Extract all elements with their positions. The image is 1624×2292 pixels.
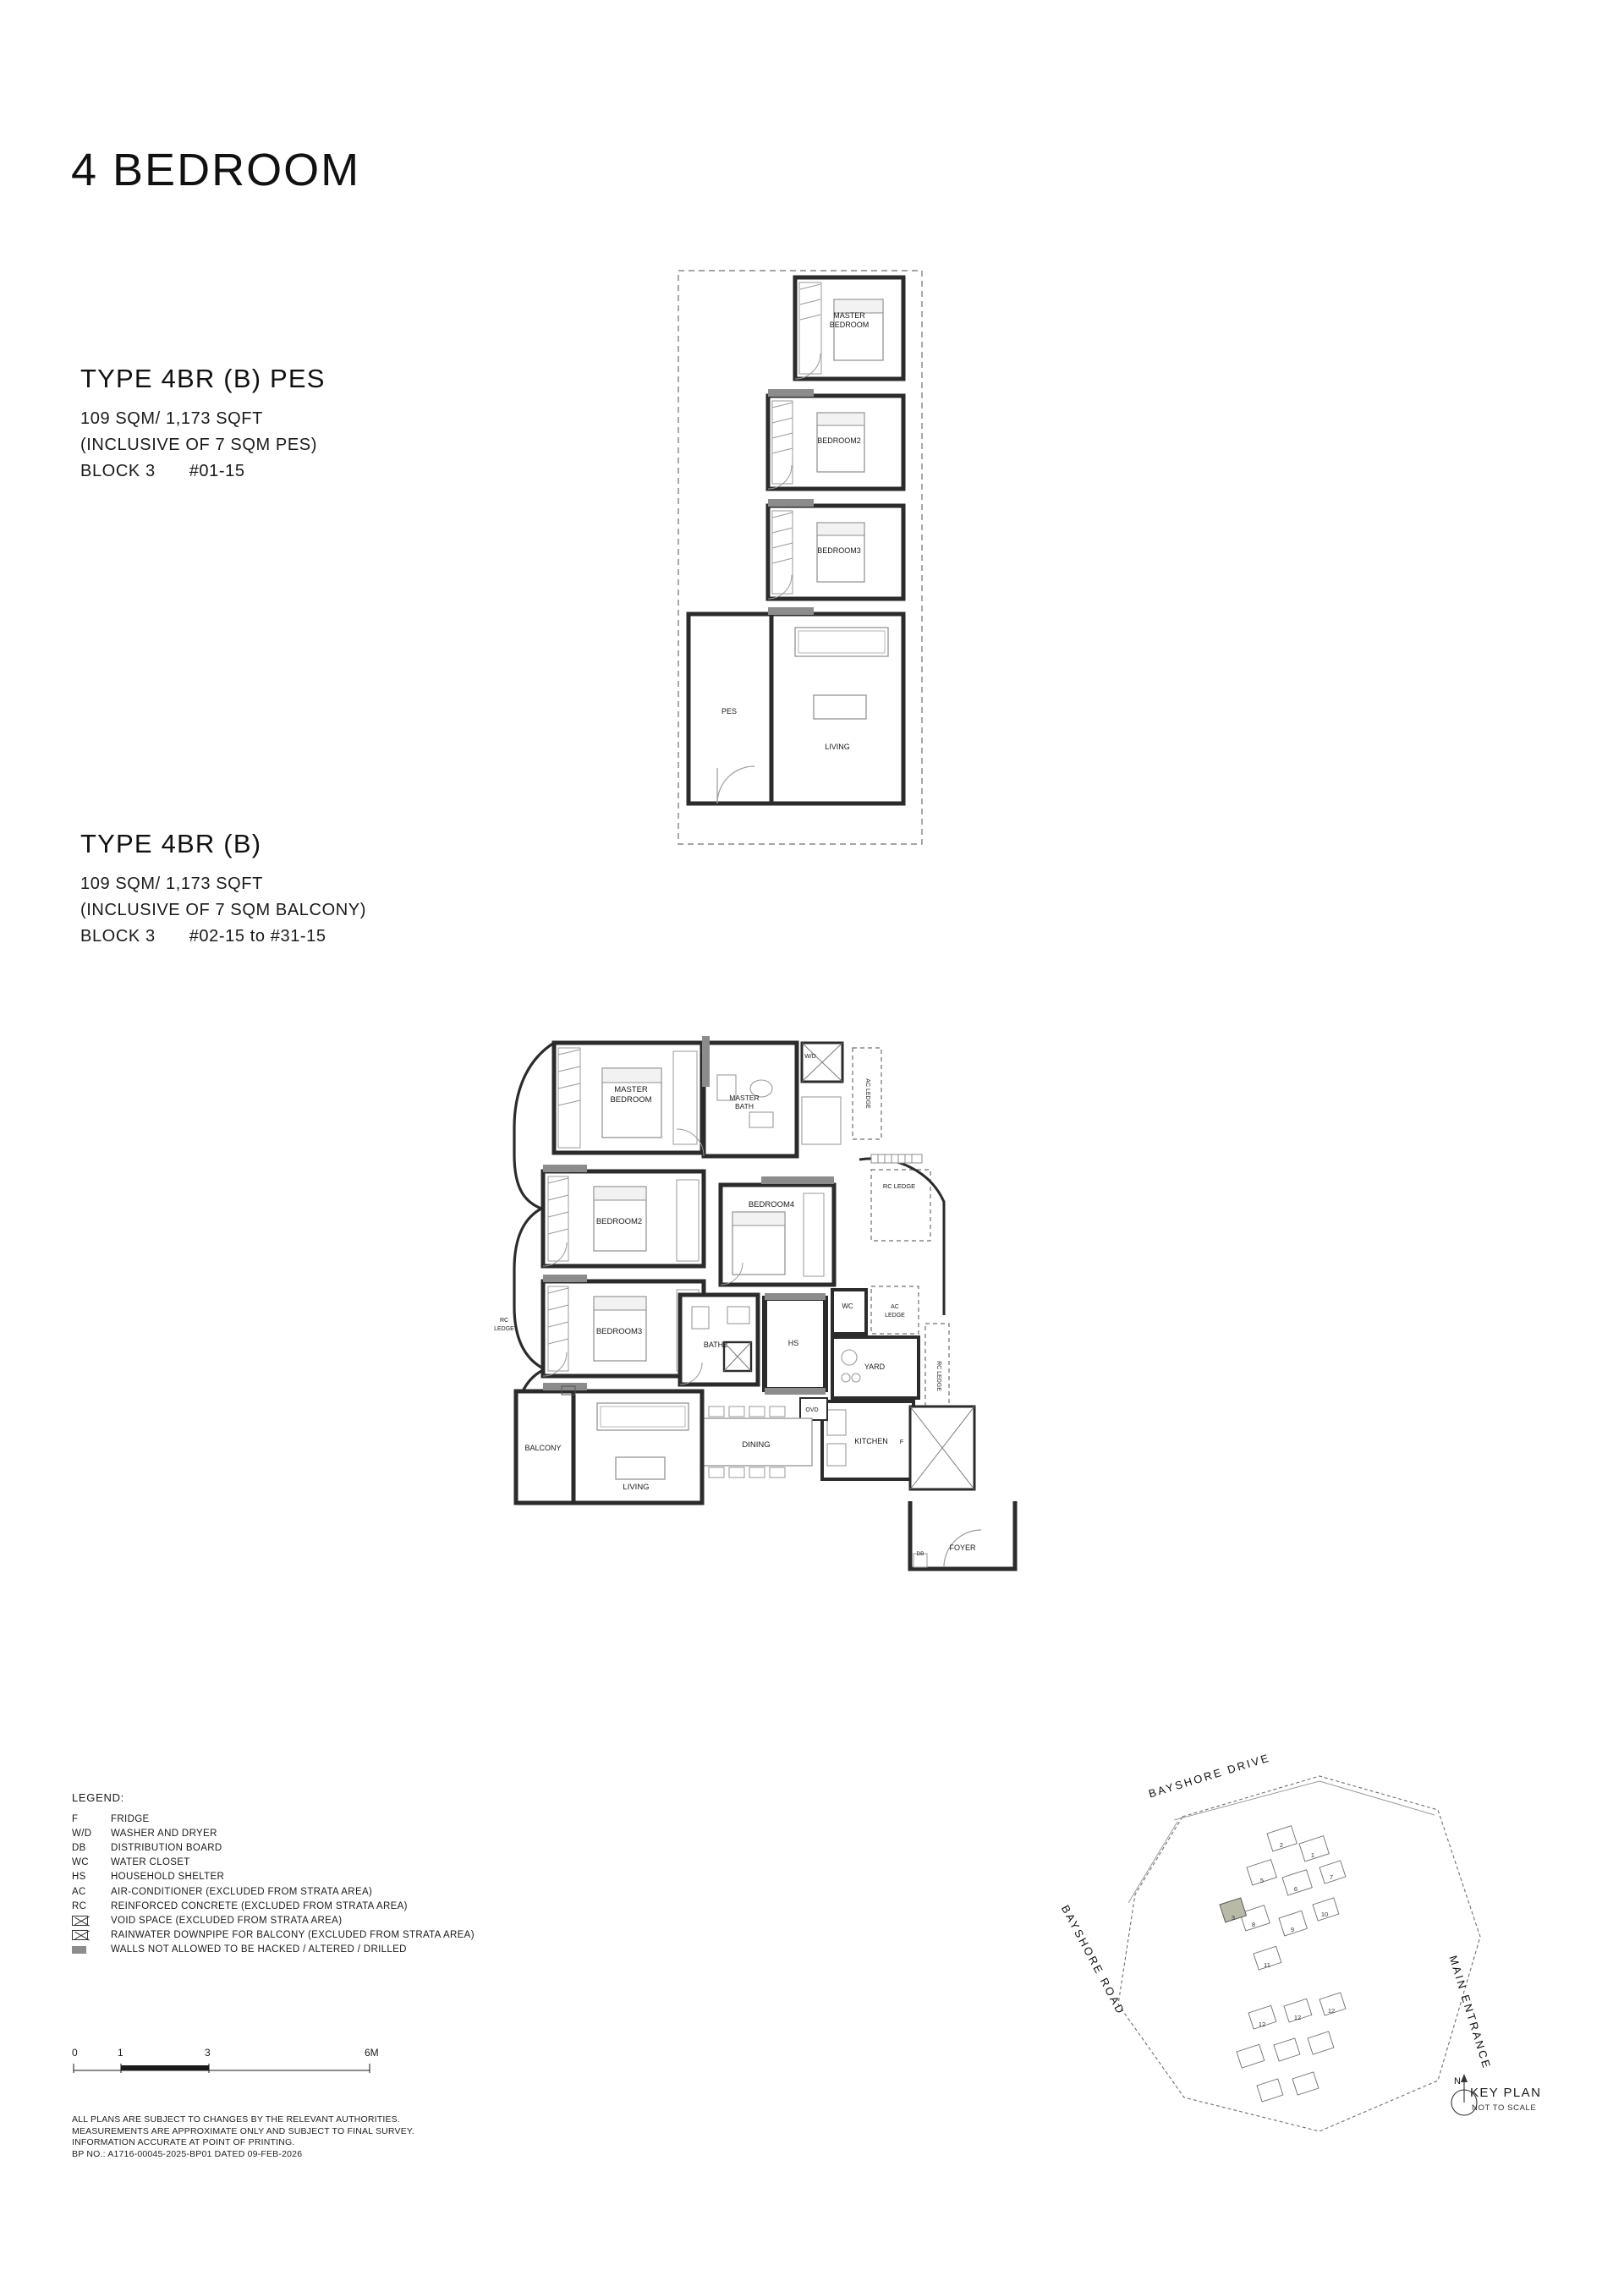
legend-desc: REINFORCED CONCRETE (EXCLUDED FROM STRATA AREA)	[111, 1900, 408, 1911]
disclaimer-line: ALL PLANS ARE SUBJECT TO CHANGES BY THE RELEVANT AUTHORITIES.	[72, 2114, 400, 2125]
svg-text:LEDGE: LEDGE	[885, 1313, 905, 1319]
label-ac-ledge-2: AC	[891, 1304, 899, 1310]
svg-text:3: 3	[1231, 1914, 1236, 1922]
legend-abbr: HS	[72, 1872, 86, 1883]
label-wd: W/D	[804, 1054, 816, 1060]
room-label-bedroom2: BEDROOM2	[817, 436, 861, 445]
legend-abbr: DB	[72, 1842, 86, 1853]
void-hatch-icon	[72, 1916, 88, 1926]
street-label-bayshore-drive: BAYSHORE DRIVE	[1147, 1751, 1272, 1801]
room-label-bedroom4: BEDROOM4	[748, 1200, 795, 1209]
room-label-master-bedroom: MASTER	[833, 311, 865, 320]
room-label-bedroom3: BEDROOM3	[817, 546, 861, 555]
key-plan-subtitle: NOT TO SCALE	[1472, 2103, 1537, 2113]
legend	[72, 1791, 613, 1957]
room-label-balcony: BALCONY	[524, 1444, 562, 1452]
unit-area: 109 SQM/ 1,173 SQFT	[80, 409, 263, 428]
label-rc-ledge-1: RC LEDGE	[882, 1182, 916, 1190]
legend-row	[72, 1870, 475, 1884]
label-fridge: F	[899, 1438, 904, 1445]
disclaimer-line: MEASUREMENTS ARE APPROXIMATE ONLY AND SUBJECT TO FINAL SURVEY.	[72, 2125, 414, 2136]
svg-text:10: 10	[1320, 1911, 1329, 1918]
legend-table	[72, 1812, 475, 1957]
legend-row	[72, 1826, 475, 1840]
unit-info-typical	[80, 829, 366, 946]
block-label: BLOCK 3	[80, 927, 156, 946]
svg-text:N: N	[1454, 2076, 1461, 2086]
svg-text:9: 9	[1290, 1926, 1295, 1933]
room-label-bedroom2: BEDROOM2	[595, 1217, 643, 1226]
room-label-hs: HS	[787, 1339, 799, 1347]
legend-symbol-rwd	[72, 1928, 111, 1943]
legend-title: LEGEND:	[72, 1791, 124, 1804]
scale-tick: 3	[205, 2047, 211, 2059]
legend-abbr: W/D	[72, 1828, 92, 1839]
block-label: BLOCK 3	[80, 462, 156, 480]
legend-desc: RAINWATER DOWNPIPE FOR BALCONY (EXCLUDED FROM STRATA AREA)	[111, 1930, 475, 1941]
unit-block-line	[80, 462, 326, 481]
legend-row	[72, 1884, 475, 1899]
unit-numbers: #02-15 to #31-15	[189, 927, 326, 946]
room-label-living: LIVING	[623, 1483, 650, 1492]
label-rc-ledge-2: RC LEDGE	[935, 1361, 941, 1391]
legend-abbr: RC	[72, 1900, 87, 1911]
legend-abbr: AC	[72, 1886, 86, 1897]
legend-desc: WATER CLOSET	[111, 1857, 190, 1868]
svg-text:LEDGE: LEDGE	[494, 1326, 514, 1332]
page-title: 4 BEDROOM	[71, 145, 361, 195]
floorplan-pes-drawing	[668, 262, 939, 854]
legend-symbol-wall	[72, 1943, 111, 1957]
unit-inclusive-note: (INCLUSIVE OF 7 SQM BALCONY)	[80, 901, 366, 919]
street-label-main-entrance: MAIN ENTRANCE	[1446, 1954, 1494, 2071]
room-label-kitchen: KITCHEN	[854, 1437, 888, 1445]
svg-text:BEDROOM: BEDROOM	[610, 1095, 652, 1105]
legend-row	[72, 1856, 475, 1870]
unit-info-pes	[80, 364, 326, 481]
room-label-master-bath: MASTER	[729, 1094, 760, 1102]
label-rc-ledge-3: RC	[499, 1318, 509, 1324]
svg-text:2: 2	[1279, 1841, 1284, 1849]
legend-row	[72, 1928, 475, 1943]
legend-desc: WASHER AND DRYER	[111, 1828, 217, 1839]
scale-tick: 0	[72, 2047, 78, 2059]
svg-text:12: 12	[1293, 2014, 1302, 2021]
unit-numbers: #01-15	[189, 462, 245, 480]
street-label-bayshore-road: BAYSHORE ROAD	[1058, 1902, 1128, 2018]
legend-desc: FRIDGE	[111, 1813, 150, 1824]
room-label-foyer: FOYER	[949, 1544, 976, 1552]
unit-type-name: TYPE 4BR (B)	[80, 829, 262, 858]
scale-bar	[72, 2047, 444, 2080]
svg-text:BATH: BATH	[734, 1102, 754, 1110]
legend-abbr: F	[72, 1813, 79, 1824]
label-db: DB	[916, 1551, 924, 1557]
svg-text:BEDROOM: BEDROOM	[829, 321, 870, 329]
room-label-pes: PES	[721, 707, 738, 716]
legend-desc: WALLS NOT ALLOWED TO BE HACKED / ALTERED / DRILLED	[111, 1944, 407, 1955]
label-ovd: OVD	[805, 1407, 819, 1413]
svg-text:5: 5	[1259, 1877, 1265, 1884]
svg-text:6: 6	[1293, 1885, 1298, 1893]
legend-row	[72, 1943, 475, 1957]
unit-area: 109 SQM/ 1,173 SQFT	[80, 875, 263, 893]
legend-desc: VOID SPACE (EXCLUDED FROM STRATA AREA)	[111, 1915, 343, 1926]
svg-text:8: 8	[1251, 1921, 1256, 1928]
legend-desc: DISTRIBUTION BOARD	[111, 1842, 222, 1853]
legend-row	[72, 1899, 475, 1913]
unit-block-line	[80, 927, 366, 946]
scale-bar-graphic	[72, 2060, 393, 2075]
room-label-wc: WC	[842, 1302, 853, 1310]
legend-desc: HOUSEHOLD SHELTER	[111, 1872, 225, 1883]
room-label-living: LIVING	[825, 743, 850, 751]
unit-type-name: TYPE 4BR (B) PES	[80, 364, 326, 393]
legend-row	[72, 1913, 475, 1927]
svg-text:7: 7	[1329, 1873, 1334, 1881]
legend-symbol-void	[72, 1913, 111, 1927]
svg-text:12: 12	[1327, 2007, 1336, 2015]
disclaimer	[72, 2114, 414, 2160]
floorplan-typical-drawing	[474, 1028, 1176, 1772]
legend-abbr: WC	[72, 1857, 89, 1868]
room-label-dining: DINING	[742, 1440, 771, 1450]
key-plan-title: KEY PLAN	[1470, 2086, 1542, 2100]
scale-tick-labels	[72, 2047, 444, 2060]
room-label-master-bedroom: MASTER	[614, 1085, 648, 1094]
key-plan	[1040, 1751, 1599, 2199]
svg-text:11: 11	[1264, 1961, 1270, 1969]
legend-row	[72, 1840, 475, 1855]
svg-text:12: 12	[1258, 2021, 1266, 2028]
scale-tick: 1	[118, 2047, 123, 2059]
disclaimer-line: BP NO.: A1716-00045-2025-BP01 DATED 09-FEB-2026	[72, 2148, 303, 2159]
room-label-yard: YARD	[864, 1363, 886, 1371]
room-label-bath2: BATH2	[703, 1341, 728, 1349]
label-ac-ledge-1: AC LEDGE	[864, 1078, 870, 1109]
rainwater-downpipe-icon	[72, 1930, 88, 1940]
svg-text:1: 1	[1310, 1851, 1315, 1859]
solid-wall-icon	[72, 1946, 86, 1954]
unit-inclusive-note: (INCLUSIVE OF 7 SQM PES)	[80, 436, 318, 454]
disclaimer-line: INFORMATION ACCURATE AT POINT OF PRINTING.	[72, 2137, 295, 2147]
scale-tick: 6M	[365, 2047, 379, 2059]
legend-row	[72, 1812, 475, 1826]
room-label-bedroom3: BEDROOM3	[595, 1327, 643, 1336]
legend-desc: AIR-CONDITIONER (EXCLUDED FROM STRATA AREA)	[111, 1886, 373, 1897]
